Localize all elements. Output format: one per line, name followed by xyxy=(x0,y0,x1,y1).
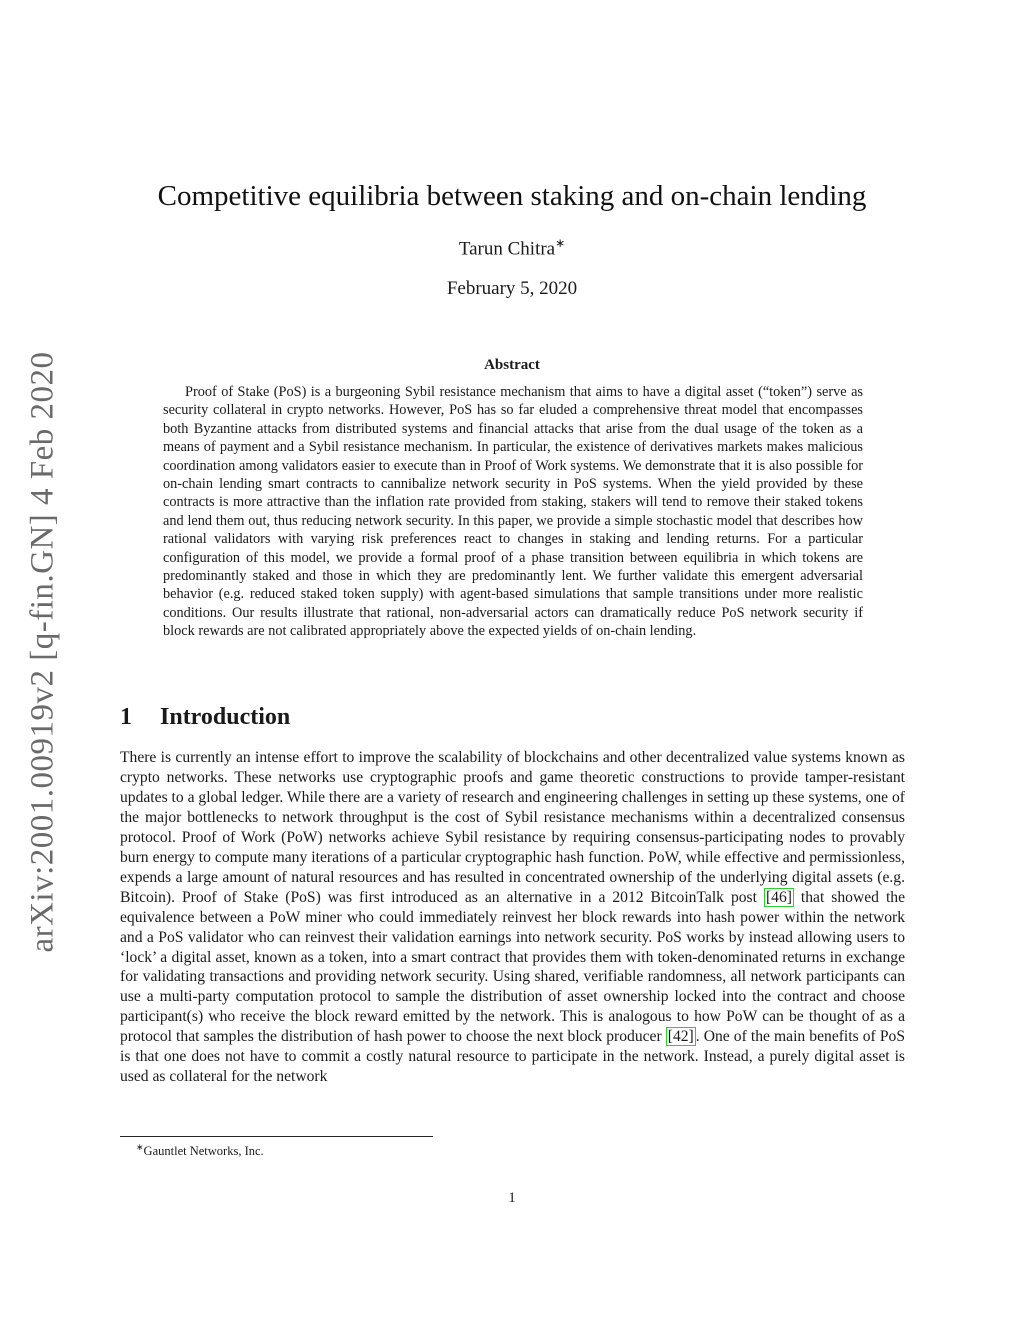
section-number: 1 xyxy=(120,704,132,730)
citation-link-46[interactable]: [46] xyxy=(765,888,792,906)
introduction-paragraph xyxy=(120,748,905,1087)
intro-text-part-2: that showed the equivalence between a PoW miner who could immediately reinvest her block rewards into hash power within the network and a PoS validator who can reinvest their validation earnings into network security. PoS works by instead allowing users to ‘lock’ a digital asset, known as a token, into a smart contract that provides them with token-denominated returns in exchange for validating transactions and providing network security. Using shared, verifiable randomness, all network participants can use a multi-party computation protocol to sample the distribution of asset ownership locked into the contract and choose participant(s) who receive the block reward emitted by the network. This is analogous to how PoW can be thought of as a protocol that samples the distribution of hash power to choose the next block producer xyxy=(120,888,905,1046)
abstract-text: Proof of Stake (PoS) is a burgeoning Sybil resistance mechanism that aims to have a digital asset (“token”) serve as security collateral in crypto networks. However, PoS has so far eluded a comprehensive threat model that encompasses both Byzantine attacks from distributed systems and financial attacks that arise from the dual usage of the token as a means of payment and a Sybil resistance mechanism. In particular, the existence of derivatives markets makes malicious coordination among validators easier to execute than in Proof of Work systems. We demonstrate that it is also possible for on-chain lending smart contracts to cannibalize network security in PoS systems. When the yield provided by these contracts is more attractive than the inflation rate provided from staking, stakers will tend to remove their staked tokens and lend them out, thus reducing network security. In this paper, we provide a simple stochastic model that describes how rational validators with varying risk preferences react to changes in staking and lending returns. For a particular configuration of this model, we provide a formal proof of a phase transition between equilibria in which tokens are predominantly staked and those in which they are predominantly lent. We further validate this emergent adversarial behavior (e.g. reduced staked token supply) with agent-based simulations that sample transitions under more realistic conditions. Our results illustrate that rational, non-adversarial actors can dramatically reduce PoS network security if block rewards are not calibrated appropriately above the expected yields of on-chain lending. xyxy=(163,384,863,640)
footnote xyxy=(136,1142,264,1159)
abstract-heading: Abstract xyxy=(484,357,540,373)
footnote-text: Gauntlet Networks, Inc. xyxy=(143,1144,264,1159)
arxiv-identifier-stamp: arXiv:2001.00919v2 [q-fin.GN] 4 Feb 2020 xyxy=(24,351,61,953)
footnote-divider xyxy=(120,1136,433,1137)
intro-text-part-3: . One of the main benefits of PoS is that one does not have to commit a costly natural resource to participate in the network. Instead, a purely digital asset is used as collateral for the network xyxy=(120,1028,905,1086)
author-line xyxy=(0,236,1024,260)
intro-text-part-1: There is currently an intense effort to improve the scalability of blockchains and other decentralized value systems known as crypto networks. These networks use cryptographic proofs and game theoretic constructions to provide tamper-resistant updates to a global ledger. While there are a variety of research and engineering challenges in setting up these systems, one of the major bottlenecks to network throughput is the cost of Sybil resistance mechanisms within a decentralized consensus protocol. Proof of Work (PoW) networks achieve Sybil resistance by requiring consensus-participating nodes to provably burn energy to compute many iterations of a particular cryptographic hash function. PoW, while effective and permissionless, expends a large amount of natural resources and has resulted in concentrated ownership of the underlying digital assets (e.g. Bitcoin). Proof of Stake (PoS) was first introduced as an alternative in a 2012 BitcoinTalk post xyxy=(120,749,905,906)
footnote-mark: ∗ xyxy=(136,1142,144,1152)
paper-title: Competitive equilibria between staking and on-chain lending xyxy=(157,180,867,212)
paper-date: February 5, 2020 xyxy=(446,278,578,299)
page-number: 1 xyxy=(508,1190,516,1206)
section-heading xyxy=(120,704,290,731)
section-title: Introduction xyxy=(160,704,291,730)
citation-link-42[interactable]: [42] xyxy=(667,1028,694,1046)
author-footnote-mark: ∗ xyxy=(555,236,566,250)
author-name: Tarun Chitra xyxy=(458,238,556,260)
